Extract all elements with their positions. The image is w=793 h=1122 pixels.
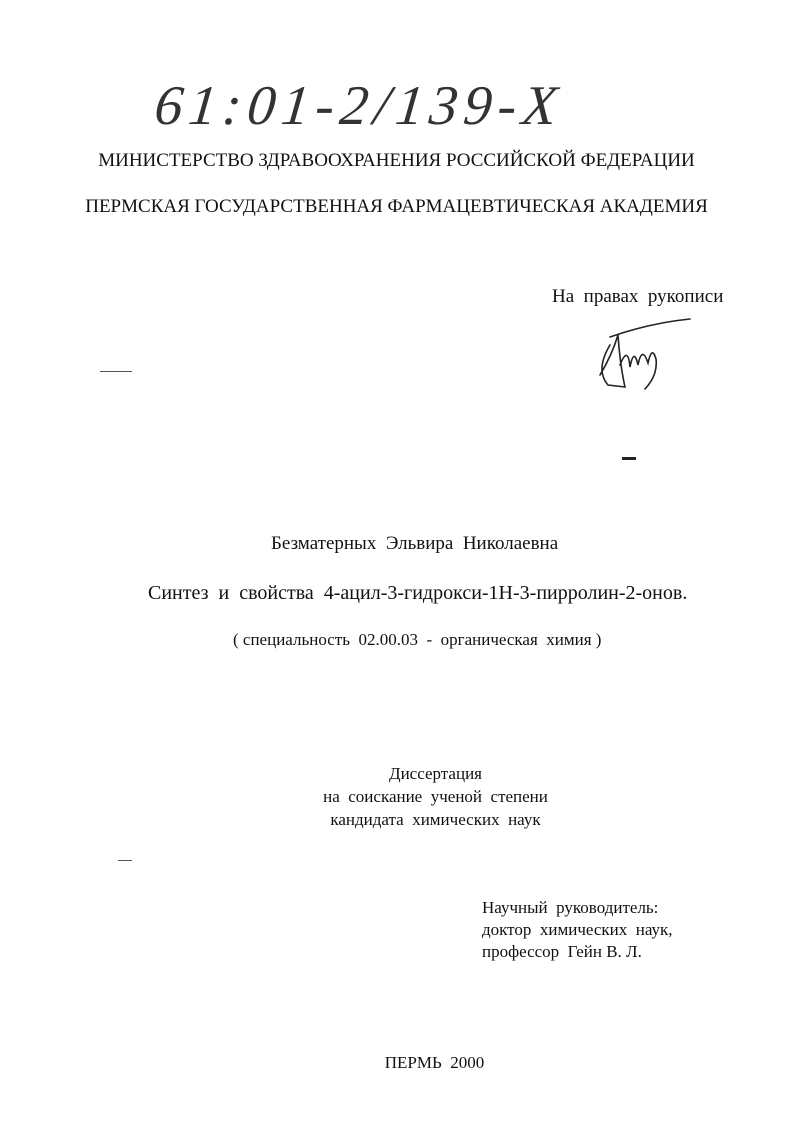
degree-line-2: на соискание ученой степени	[323, 787, 548, 806]
supervisor-name: профессор Гейн В. Л.	[482, 942, 642, 961]
signature	[590, 315, 700, 395]
scan-mark	[622, 457, 636, 460]
degree-line-3: кандидата химических наук	[330, 810, 541, 829]
degree-line-1: Диссертация	[388, 764, 482, 783]
dissertation-title: Синтез и свойства 4-ацил-3-гидрокси-1Н-3-пирролин-2-онов.	[148, 582, 688, 604]
scan-mark	[118, 860, 132, 861]
specialty: ( специальность 02.00.03 - органическая химия )	[233, 630, 602, 649]
city-year: ПЕРМЬ 2000	[384, 1053, 485, 1072]
scan-mark	[100, 371, 132, 372]
rights-note: На правах рукописи	[552, 286, 724, 307]
supervisor-label: Научный руководитель:	[482, 898, 659, 917]
supervisor-degree: доктор химических наук,	[482, 920, 673, 939]
ministry-heading: МИНИСТЕРСТВО ЗДРАВООХРАНЕНИЯ РОССИЙСКОЙ ФЕДЕРАЦИИ	[98, 150, 695, 171]
author-name: Безматерных Эльвира Николаевна	[271, 533, 559, 554]
handwritten-archive-number: 61:01-2/139-X	[151, 75, 566, 137]
academy-heading: ПЕРМСКАЯ ГОСУДАРСТВЕННАЯ ФАРМАЦЕВТИЧЕСКАЯ АКАДЕМИЯ	[85, 196, 708, 217]
